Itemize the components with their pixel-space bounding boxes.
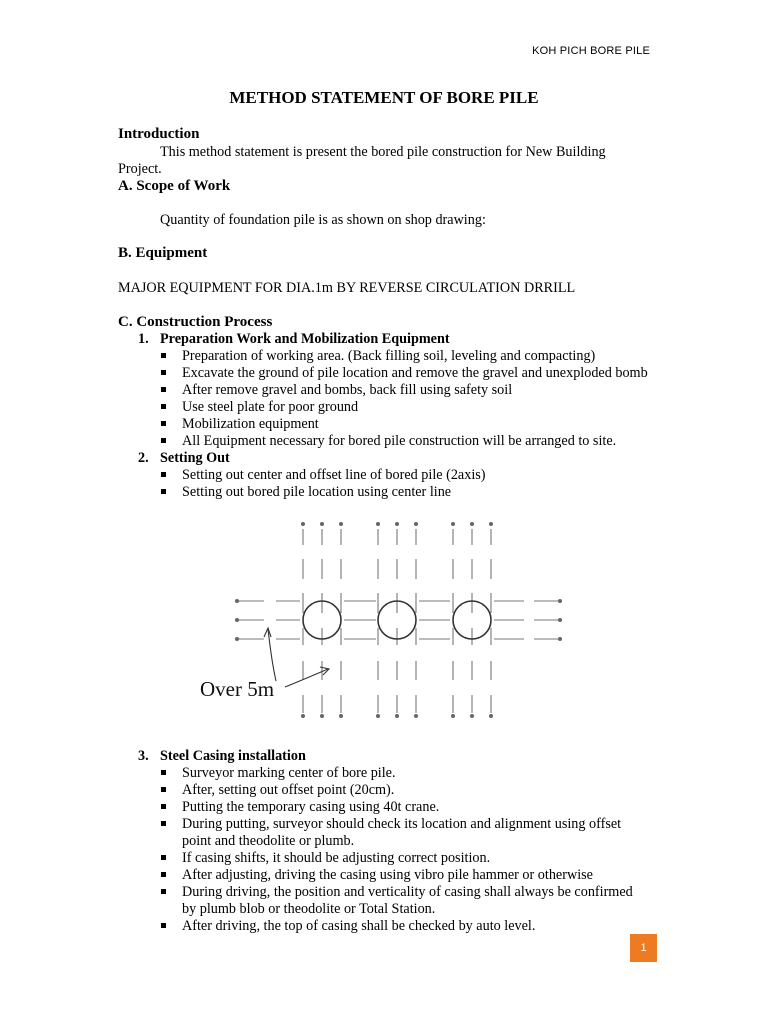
horizontal-offset-lines xyxy=(237,601,560,639)
list-item: After, setting out offset point (20cm). xyxy=(160,782,650,799)
dimension-label: Over 5m xyxy=(200,677,275,701)
step-1-list xyxy=(160,348,660,450)
list-item: After driving, the top of casing shall be checked by auto level. xyxy=(160,918,650,935)
scope-text: Quantity of foundation pile is as shown on shop drawing: xyxy=(160,212,486,228)
document-title: METHOD STATEMENT OF BORE PILE xyxy=(229,88,539,107)
list-item: Setting out center and offset line of bored pile (2axis) xyxy=(160,467,660,484)
page-number-badge: 1 xyxy=(630,934,657,962)
list-item: Putting the temporary casing using 40t crane. xyxy=(160,799,650,816)
list-item: If casing shifts, it should be adjusting correct position. xyxy=(160,850,650,867)
equipment-text: MAJOR EQUIPMENT FOR DIA.1m BY REVERSE CIRCULATION DRRILL xyxy=(118,280,576,296)
setting-out-diagram xyxy=(200,515,568,727)
vertical-offset-lines xyxy=(303,529,491,713)
introduction-line-2: Project. xyxy=(118,161,162,177)
step-2-heading xyxy=(138,450,230,467)
list-item: Excavate the ground of pile location and remove the gravel and unexploded bomb xyxy=(160,365,660,382)
equipment-heading: B. Equipment xyxy=(118,245,208,261)
list-item: During driving, the position and verticality of casing shall always be confirmed by plumb blob or theodolite or Total Station. xyxy=(160,884,650,918)
list-item: Mobilization equipment xyxy=(160,416,660,433)
list-item: After adjusting, driving the casing using vibro pile hammer or otherwise xyxy=(160,867,650,884)
list-item: After remove gravel and bombs, back fill using safety soil xyxy=(160,382,660,399)
list-item: Use steel plate for poor ground xyxy=(160,399,660,416)
step-3-title: Steel Casing installation xyxy=(160,748,306,764)
list-item: Preparation of working area. (Back filling soil, leveling and compacting) xyxy=(160,348,660,365)
step-1-number: 1. xyxy=(138,331,149,347)
list-item: During putting, surveyor should check its location and alignment using offset point and theodolite or plumb. xyxy=(160,816,622,850)
construction-heading: C. Construction Process xyxy=(118,314,273,330)
step-3-heading xyxy=(138,748,306,765)
step-2-list xyxy=(160,467,660,501)
list-item: Surveyor marking center of bore pile. xyxy=(160,765,650,782)
step-2-number: 2. xyxy=(138,450,149,466)
step-3-list xyxy=(160,765,650,935)
step-1-heading xyxy=(138,331,450,348)
step-2-title: Setting Out xyxy=(160,450,230,466)
scope-heading: A. Scope of Work xyxy=(118,178,231,194)
introduction-heading: Introduction xyxy=(118,126,200,142)
list-item: Setting out bored pile location using center line xyxy=(160,484,660,501)
list-item: All Equipment necessary for bored pile construction will be arranged to site. xyxy=(160,433,660,450)
running-header: KOH PICH BORE PILE xyxy=(532,45,650,57)
step-1-title: Preparation Work and Mobilization Equipment xyxy=(160,331,450,347)
step-3-number: 3. xyxy=(138,748,149,764)
introduction-line-1: This method statement is present the bored pile construction for New Building xyxy=(160,144,606,160)
